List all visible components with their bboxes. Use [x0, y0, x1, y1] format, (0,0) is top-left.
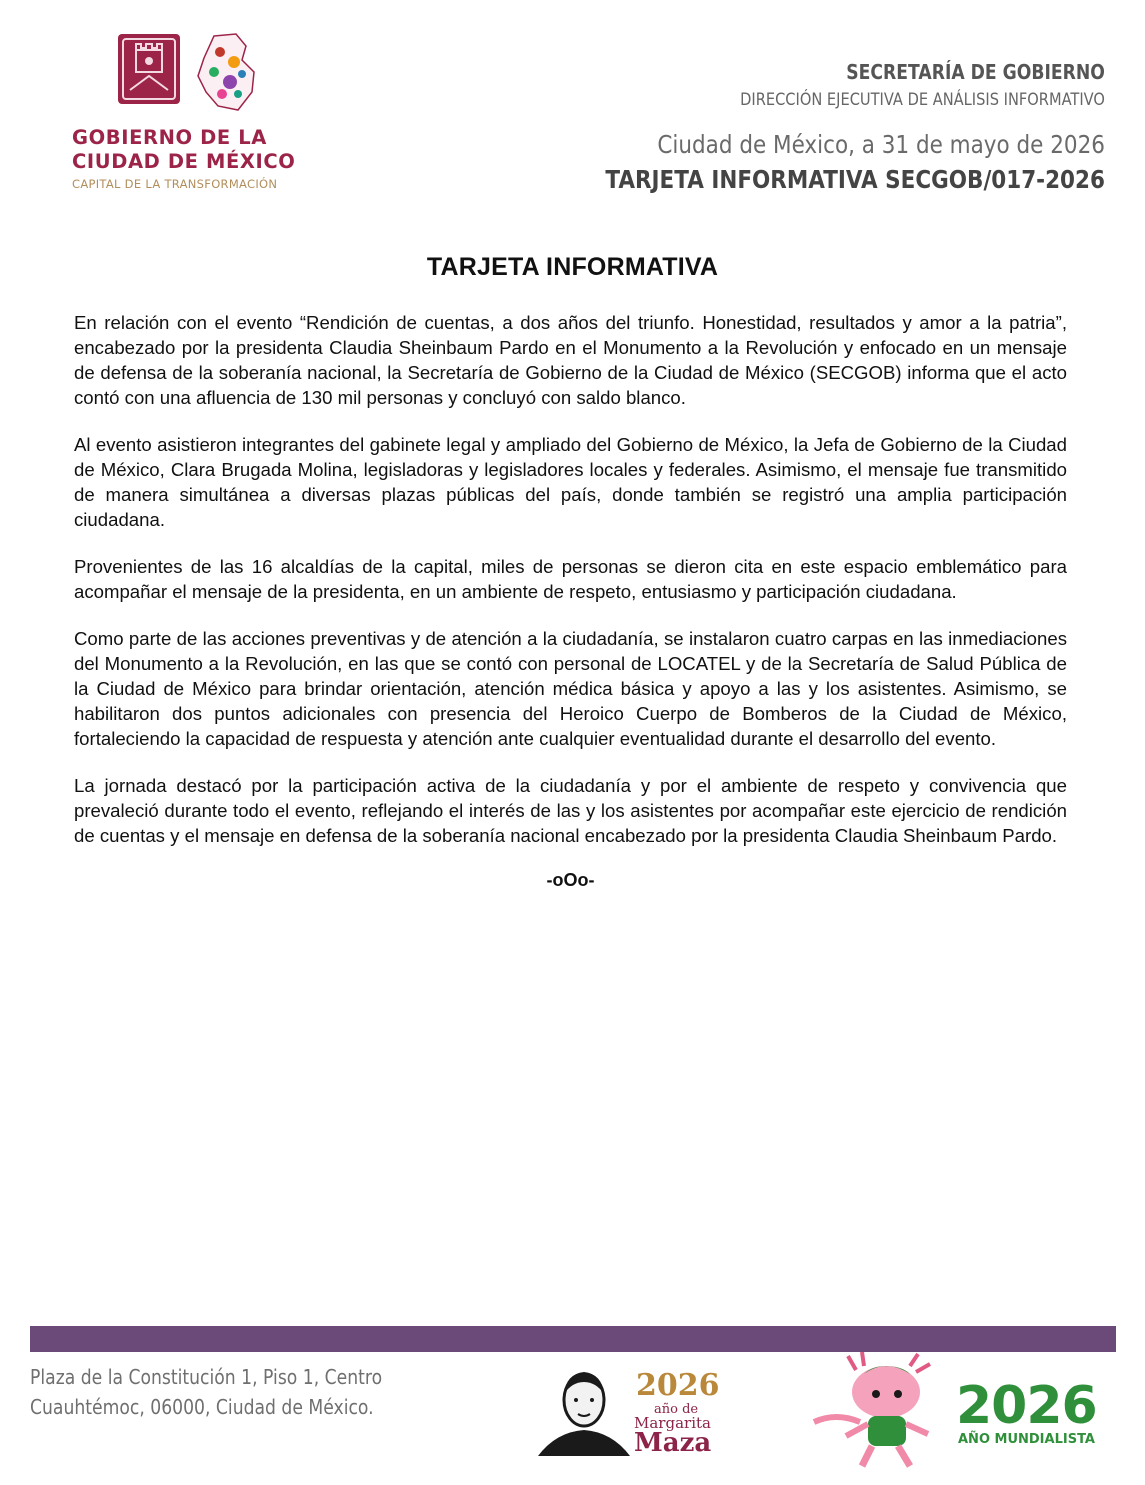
document-body: [74, 310, 1067, 891]
address-line2: Cuauhtémoc, 06000, Ciudad de México.: [30, 1395, 374, 1419]
footer-bar: [30, 1326, 1116, 1352]
maza-year: 2026: [636, 1368, 720, 1403]
footer-address: [30, 1362, 439, 1422]
logo-title-line2: CIUDAD DE MÉXICO: [72, 150, 296, 173]
margarita-maza-logo: [536, 1366, 726, 1458]
logo-title-line1: GOBIERNO DE LA: [72, 126, 267, 149]
reference-number: TARJETA INFORMATIVA SECGOB/017-2026: [605, 165, 1105, 194]
maza-name-line1: Margarita: [634, 1414, 711, 1432]
address-line1: Plaza de la Constitución 1, Piso 1, Centro: [30, 1365, 383, 1389]
direccion-label: DIRECCIÓN EJECUTIVA DE ANÁLISIS INFORMATIVO: [740, 90, 1105, 110]
mundial-label: AÑO MUNDIALISTA: [958, 1432, 1095, 1447]
paragraph: Provenientes de las 16 alcaldías de la capital, miles de personas se dieron cita en este espacio emblemático para acompañar el mensaje de la presidenta, en un ambiente de respeto, entusiasmo y participación ciudadana.: [74, 556, 1067, 602]
paragraph: Como parte de las acciones preventivas y de atención a la ciudadanía, se instalaron cuatro carpas en las inmediaciones del Monumento a la Revolución, en las que se contó con personal de LOCATEL y de la Secretaría de Salud Pública de la Ciudad de México para brindar orientación, atención médica básica y apoyo a las y los asistentes. Asimismo, se habilitaron dos puntos adicionales con presencia del Heroico Cuerpo de Bomberos de la Ciudad de México, fortaleciendo la capacidad de respuesta y atención ante cualquier eventualidad durante el desarrollo del evento.: [74, 628, 1067, 749]
cdmx-logo: [72, 32, 312, 191]
paragraph: Al evento asistieron integrantes del gabinete legal y ampliado del Gobierno de México, la Jefa de Gobierno de la Ciudad de México, Clara Brugada Molina, legisladoras y legisladores locales y federales. Asimismo, el mensaje fue transmitido de manera simultánea a diversas plazas públicas del país, donde también se registró una amplia participación ciudadana.: [74, 434, 1067, 530]
logo-subtitle: CAPITAL DE LA TRANSFORMACIÓN: [72, 177, 278, 191]
document-title: TARJETA INFORMATIVA: [426, 253, 719, 281]
cdmx-shield-icon: [116, 32, 182, 106]
cdmx-map-icon: [192, 32, 262, 114]
paragraph: En relación con el evento “Rendición de cuentas, a dos años del triunfo. Honestidad, resultados y amor a la patria”, encabezado por la presidenta Claudia Sheinbaum Pardo en el Monumento a la Revolución y enfocado en un mensaje de defensa de la soberanía nacional, la Secretaría de Gobierno de la Ciudad de México (SECGOB) informa que el acto contó con una afluencia de 130 mil personas y concluyó con saldo blanco.: [74, 312, 1067, 408]
place-date: Ciudad de México, a 31 de mayo de 2026: [657, 130, 1105, 159]
header-info: [524, 60, 1105, 194]
maza-name-line2: Maza: [634, 1428, 712, 1458]
mundial-year: 2026: [956, 1376, 1097, 1436]
secretaria-label: SECRETARÍA DE GOBIERNO: [846, 60, 1105, 84]
closing-mark: -oOo-: [546, 870, 595, 890]
maza-de: año de: [654, 1402, 699, 1417]
ano-mundialista-logo: [806, 1352, 1116, 1470]
paragraph: La jornada destacó por la participación activa de la ciudadanía y por el ambiente de respeto y convivencia que prevaleció durante todo el evento, reflejando el interés de las y los asistentes por acompañar este ejercicio de rendición de cuentas y el mensaje en defensa de la soberanía nacional encabezado por la presidenta Claudia Sheinbaum Pardo.: [74, 775, 1067, 846]
axolotl-mascot-icon: [806, 1352, 956, 1470]
margarita-maza-portrait-icon: [536, 1366, 632, 1458]
